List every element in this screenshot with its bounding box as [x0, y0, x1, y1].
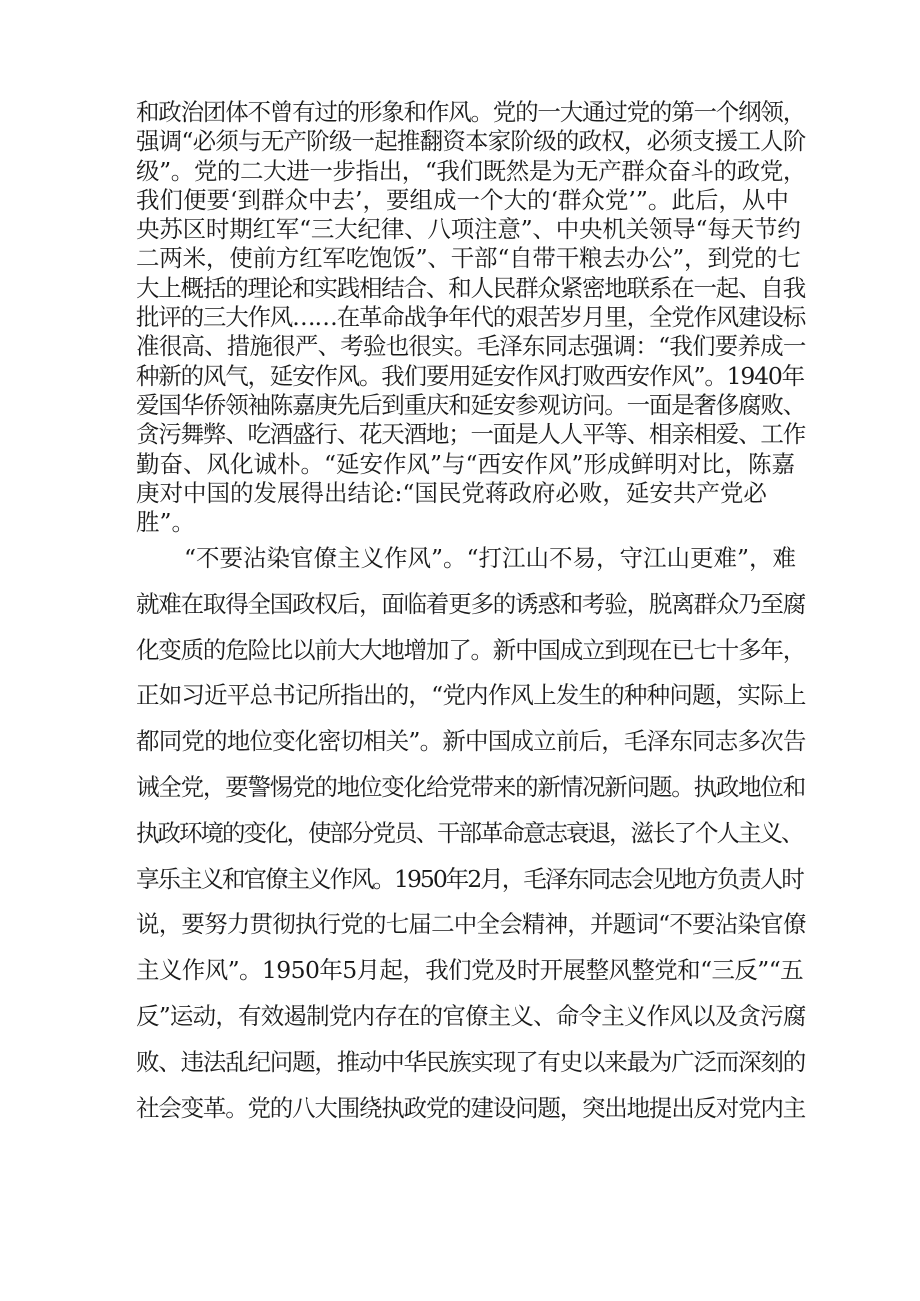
- text-line: 执政环境的变化，使部分党员、干部革命意志衰退，滋长了个人主义、: [136, 818, 803, 847]
- text-line: 和政治团体不曾有过的形象和作风。党的一大通过党的第一个纲领，: [136, 98, 805, 126]
- text-line: 败、违法乱纪问题，推动中华民族实现了有史以来最为广泛而深刻的: [136, 1047, 805, 1076]
- text-line: 批评的三大作风……在革命战争年代的艰苦岁月里，全党作风建设标: [136, 303, 805, 332]
- paragraph-yanan-style: [136, 98, 806, 537]
- text-line: 爱国华侨领袖陈嘉庚先后到重庆和延安参观访问。一面是奢侈腐败、: [136, 390, 805, 419]
- text-line: 贪污舞弊、吃酒盛行、花天酒地；一面是人人平等、相亲相爱、工作: [136, 420, 805, 449]
- text-line: 享乐主义和官僚主义作风。1950年2月，毛泽东同志会见地方负责人时: [136, 864, 803, 893]
- text-line: 级”。党的二大进一步指出，“我们既然是为无产群众奋斗的政党，: [136, 156, 807, 185]
- text-line: 都同党的地位变化密切相关”。新中国成立前后，毛泽东同志多次告: [136, 727, 806, 756]
- text-line: 勤奋、风化诚朴。“延安作风”与“西安作风”形成鲜明对比，陈嘉: [136, 449, 796, 478]
- text-line: 二两米，使前方红军吃饱饭”、干部“自带干粮去办公”，到党的七: [136, 244, 801, 273]
- text-line: 大上概括的理论和实践相结合、和人民群众紧密地联系在一起、自我: [136, 273, 805, 302]
- text-line: 准很高、措施很严、考验也很实。毛泽东同志强调：“我们要养成一: [136, 332, 806, 361]
- text-line: 诫全党，要警惕党的地位变化给党带来的新情况新问题。执政地位和: [136, 772, 805, 801]
- text-line: 胜”。: [136, 508, 196, 537]
- text-line: 正如习近平总书记所指出的，“党内作风上发生的种种问题，实际上: [136, 681, 806, 710]
- text-line: 我们便要‘到群众中去’，要组成一个大的‘群众党’”。此后，从中: [136, 185, 789, 214]
- text-line: 化变质的危险比以前大大地增加了。新中国成立到现在已七十多年，: [136, 635, 805, 664]
- text-line: 主义作风”。1950年5月起，我们党及时开展整风整党和“三反”“五: [136, 956, 804, 985]
- text-line-first: “不要沾染官僚主义作风”。“打江山不易，守江山更难”，难: [184, 544, 797, 572]
- paragraph-anti-bureaucracy: [136, 536, 806, 1131]
- text-line: 种新的风气，延安作风。我们要用延安作风打败西安作风”。1940年: [136, 361, 804, 390]
- text-line: 社会变革。党的八大围绕执政党的建设问题，突出地提出反对党内主: [136, 1093, 805, 1122]
- text-line: 反”运动，有效遏制党内存在的官僚主义、命令主义作风以及贪污腐: [136, 1001, 806, 1030]
- text-line: 强调“必须与无产阶级一起推翻资本家阶级的政权，必须支援工人阶: [136, 127, 806, 156]
- text-line: 央苏区时期红军“三大纪律、八项注意”、中央机关领导“每天节约: [136, 215, 801, 244]
- text-line: 就难在取得全国政权后，面临着更多的诱惑和考验，脱离群众乃至腐: [136, 589, 805, 618]
- text-line: 说，要努力贯彻执行党的七届二中全会精神，并题词“不要沾染官僚: [136, 910, 806, 939]
- text-line: 庚对中国的发展得出结论:“国民党蒋政府必败，延安共产党必: [136, 478, 767, 507]
